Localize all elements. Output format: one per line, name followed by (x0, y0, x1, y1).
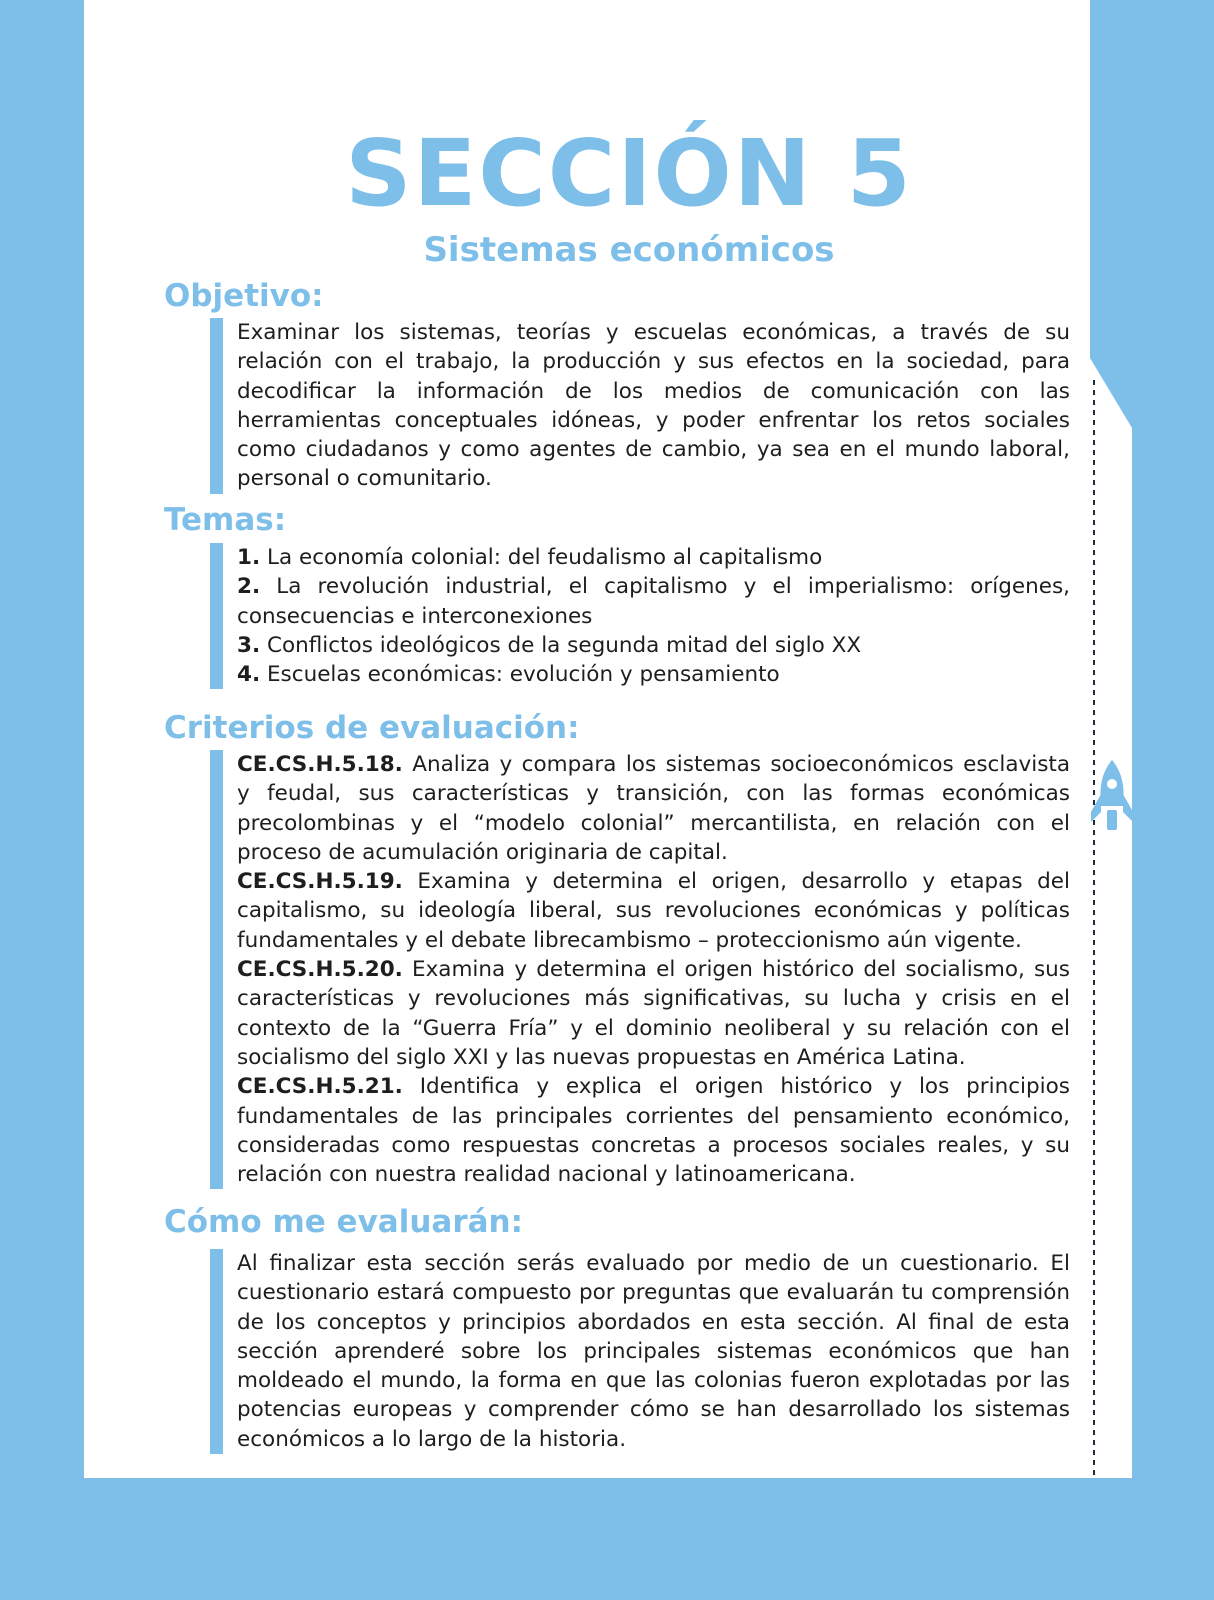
tema-text: La revolución industrial, el capitalismo y el imperialismo: orígenes, consecuencias e interconexiones (237, 574, 1070, 629)
tema-text: Conflictos ideológicos de la segunda mitad del siglo XX (260, 632, 862, 658)
temas-block (210, 543, 1070, 689)
criterio-text: Examina y determina el origen histórico del socialismo, sus características y revoluciones más significativas, su lucha y crisis en el contexto de la “Guerra Fría” y el dominio neoliberal y su relación con el socialismo del siglo XXI y las nuevas propuestas en América Latina. (237, 957, 1070, 1070)
page-title: SECCIÓN 5 (345, 120, 913, 227)
evaluacion-text: Al finalizar esta sección serás evaluado por medio de un cuestionario. El cuestionario estará compuesto por preguntas que evaluarán tu comprensión de los conceptos y principios abordados en esta sección. Al final de esta sección aprenderé sobre los principales sistemas económicos que han moldeado el mundo, la forma en que las colonias fueron explotadas por las potencias europeas y comprender cómo se han desarrollado los sistemas económicos a lo largo de la historia. (237, 1251, 1070, 1452)
criterio-code: CE.CS.H.5.20. (237, 957, 403, 983)
temas-heading: Temas: (164, 502, 287, 538)
criterio-text: Examina y determina el origen, desarrollo y etapas del capitalismo, su ideología liberal, sus revoluciones económicas y políticas fundamentales y el debate librecambismo – proteccionismo aún vigente. (237, 869, 1070, 953)
rocket-icon (1088, 758, 1136, 842)
criterio-item (237, 750, 1070, 867)
evaluacion-heading: Cómo me evaluarán: (164, 1204, 523, 1240)
tema-item-3 (237, 631, 1070, 660)
criterio-text: Analiza y compara los sistemas socioeconómicos esclavista y feudal, sus características y transición, con las formas económicas precolombinas y el “modelo colonial” mercantilista, en relación con el proceso de acumulación originaria de capital. (237, 752, 1070, 865)
bottom-frame-band (0, 1478, 1214, 1600)
criterio-item (237, 1072, 1070, 1189)
tema-text: La economía colonial: del feudalismo al capitalismo (260, 545, 823, 570)
objetivo-block (210, 318, 1070, 494)
criterios-heading: Criterios de evaluación: (164, 710, 580, 746)
criterio-code: CE.CS.H.5.19. (237, 869, 403, 895)
objetivo-heading: Objetivo: (164, 278, 324, 314)
tema-number: 2. (237, 574, 261, 600)
tema-number: 1. (237, 545, 261, 570)
criterios-block (210, 750, 1070, 1189)
tema-item-1 (237, 543, 1070, 572)
criterio-code: CE.CS.H.5.21. (237, 1074, 403, 1100)
left-frame-band (0, 0, 84, 1600)
tema-item-4 (237, 660, 1070, 689)
tema-number: 3. (237, 632, 261, 658)
criterio-text: Identifica y explica el origen histórico y los principios fundamentales de las principales corrientes del pensamiento económico, consideradas como respuestas concretas a procesos sociales reales, y su relación con nuestra realidad nacional y latinoamericana. (237, 1074, 1070, 1188)
criterio-item (237, 867, 1070, 955)
tema-item-2 (237, 572, 1070, 631)
tema-number: 4. (237, 662, 261, 688)
criterio-item (237, 955, 1070, 1072)
evaluacion-block (210, 1249, 1070, 1454)
page-subtitle: Sistemas económicos (423, 230, 835, 270)
tema-text: Escuelas económicas: evolución y pensamiento (260, 662, 780, 688)
criterio-code: CE.CS.H.5.18. (237, 752, 403, 777)
objetivo-text: Examinar los sistemas, teorías y escuelas económicas, a través de su relación con el trabajo, la producción y sus efectos en la sociedad, para decodificar la información de los medios de comunicación con las herramientas conceptuales idóneas, y poder enfrentar los retos sociales como ciudadanos y como agentes de cambio, ya sea en el mundo laboral, personal o comunitario. (237, 320, 1070, 492)
